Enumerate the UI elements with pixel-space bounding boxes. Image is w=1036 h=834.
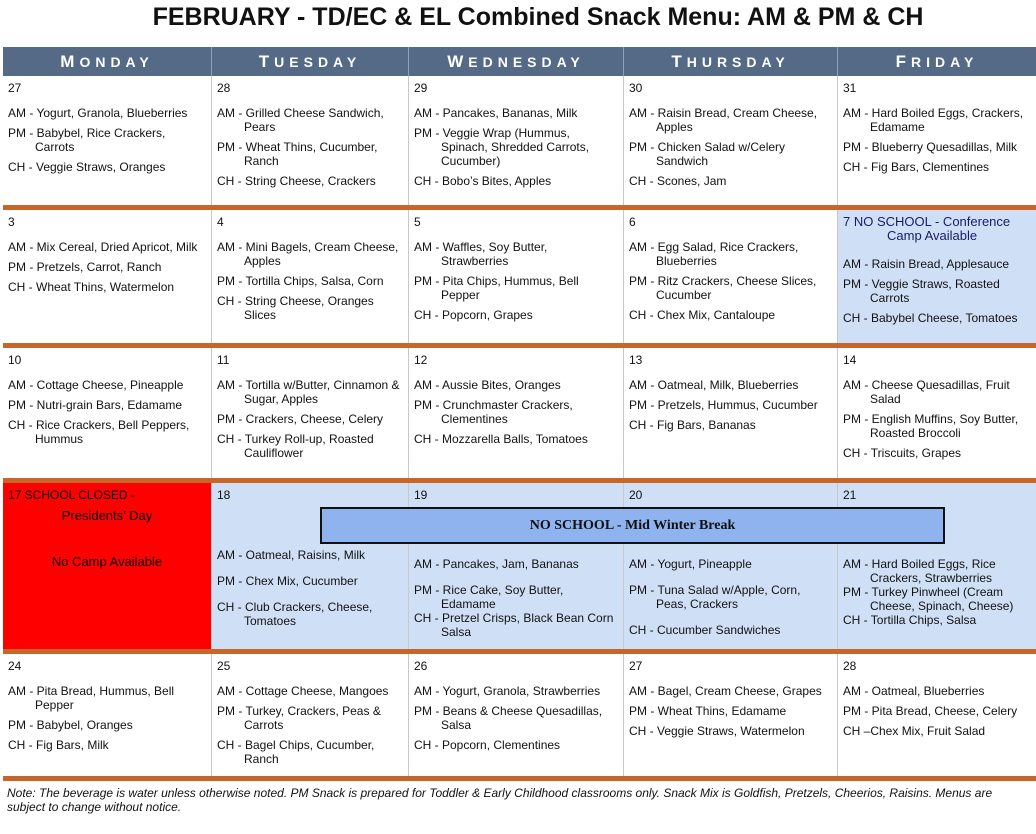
header-tuesday: T UESDAY <box>212 47 409 76</box>
ch-snack: CH - Mozzarella Balls, Tomatoes <box>414 432 588 446</box>
ch-snack: CH - Fig Bars, Milk <box>8 738 109 752</box>
am-snack: AM - Egg Salad, Rice Crackers, Blueberries <box>629 240 799 268</box>
ch-snack: CH - Tortilla Chips, Salsa <box>843 613 977 627</box>
ch-snack: CH - Veggie Straws, Watermelon <box>629 724 805 738</box>
week-row-5 <box>3 654 1036 781</box>
ch-snack: CH - Wheat Thins, Watermelon <box>8 280 175 294</box>
day-cell <box>409 210 624 343</box>
ch-snack: CH - Babybel Cheese, Tomatoes <box>843 311 1018 325</box>
pm-snack: PM - Wheat Thins, Edamame <box>629 704 787 718</box>
day-cell <box>3 654 212 776</box>
pm-snack: PM - English Muffins, Soy Butter, Roasted Broccoli <box>843 412 1019 440</box>
day-cell <box>838 348 1036 478</box>
am-snack: AM - Raisin Bread, Cream Cheese, Apples <box>629 106 818 134</box>
day-number: 5 <box>414 215 421 229</box>
pm-snack: PM - Pita Chips, Hummus, Bell Pepper <box>414 274 579 302</box>
day-number: 11 <box>217 353 230 367</box>
ch-snack: CH - Popcorn, Clementines <box>414 738 561 752</box>
pm-snack: PM - Chex Mix, Cucumber <box>217 574 358 588</box>
closed-label: 17 SCHOOL CLOSED - <box>8 488 135 502</box>
day-cell <box>212 76 409 205</box>
day-number: 12 <box>414 353 428 367</box>
ch-snack: CH - String Cheese, Crackers <box>217 174 376 188</box>
day-cell <box>838 76 1036 205</box>
am-snack: AM - Yogurt, Granola, Strawberries <box>414 684 601 698</box>
day-cell <box>624 210 838 343</box>
ch-snack: CH - Rice Crackers, Bell Peppers, Hummus <box>8 418 190 446</box>
day-cell <box>409 654 624 776</box>
day-number: 31 <box>843 81 857 95</box>
header-friday: F RIDAY <box>895 51 979 71</box>
day-number: 14 <box>843 353 857 367</box>
pm-snack: PM - Turkey Pinwheel (Cream Cheese, Spinach, Cheese) <box>843 585 1014 613</box>
am-snack: AM - Mini Bagels, Cream Cheese, Apples <box>217 240 399 268</box>
day-cell <box>212 348 409 478</box>
ch-snack: CH - Cucumber Sandwiches <box>629 623 781 637</box>
pm-snack: PM - Turkey, Crackers, Peas & Carrots <box>217 704 381 732</box>
pm-snack: PM - Crackers, Cheese, Celery <box>217 412 384 426</box>
am-snack: AM - Bagel, Cream Cheese, Grapes <box>629 684 822 698</box>
ch-snack: CH - Triscuits, Grapes <box>843 446 962 460</box>
day-number: 6 <box>629 215 636 229</box>
pm-snack: PM - Blueberry Quesadillas, Milk <box>843 140 1018 154</box>
pm-snack: PM - Wheat Thins, Cucumber, Ranch <box>217 140 378 168</box>
ch-snack: CH - Chex Mix, Cantaloupe <box>629 308 776 322</box>
pm-snack: PM - Beans & Cheese Quesadillas, Salsa <box>414 704 603 732</box>
camp-available-label: Camp Available <box>887 228 978 243</box>
am-snack: AM - Tortilla w/Butter, Cinnamon & Sugar, Apples <box>217 378 400 406</box>
day-number: 25 <box>217 659 231 673</box>
pm-snack: PM - Pretzels, Hummus, Cucumber <box>629 398 818 412</box>
ch-snack: CH –Chex Mix, Fruit Salad <box>843 724 986 738</box>
day-cell <box>3 210 212 343</box>
am-snack: AM - Pancakes, Bananas, Milk <box>414 106 578 120</box>
day-cell <box>3 348 212 478</box>
am-snack: AM - Oatmeal, Raisins, Milk <box>217 548 366 562</box>
footnote: Note: The beverage is water unless otherwise noted. PM Snack is prepared for Toddler & Early Childhood classrooms only. Snack Mix is Goldfish, Pretzels, Cheerios, Raisins. Menus are subject to change without notice. <box>7 786 993 814</box>
no-school-label: 7 NO SCHOOL - Conference <box>843 214 1011 229</box>
pm-snack: PM - Babybel, Rice Crackers, Carrots <box>8 126 166 154</box>
am-snack: AM - Oatmeal, Blueberries <box>843 684 985 698</box>
week-row-2 <box>3 210 1036 348</box>
day-number: 30 <box>629 81 643 95</box>
menu-calendar <box>3 47 1036 781</box>
ch-snack: CH - Turkey Roll-up, Roasted Cauliflower <box>217 432 374 460</box>
ch-snack: CH - Popcorn, Grapes <box>414 308 533 322</box>
am-snack: AM - Cottage Cheese, Mangoes <box>217 684 389 698</box>
day-number: 27 <box>629 659 643 673</box>
ch-snack: CH - Pretzel Crisps, Black Bean Corn Salsa <box>414 611 614 639</box>
ch-snack: CH - Bagel Chips, Cucumber, Ranch <box>217 738 375 766</box>
pm-snack: PM - Chicken Salad w/Celery Sandwich <box>629 140 786 168</box>
day-cell <box>212 210 409 343</box>
day-number: 26 <box>414 659 428 673</box>
holiday-name: Presidents’ Day <box>61 508 153 523</box>
pm-snack: PM - Pita Bread, Cheese, Celery <box>843 704 1018 718</box>
day-number: 18 <box>217 488 231 502</box>
header-wednesday: W EDNESDAY <box>409 47 624 76</box>
am-snack: AM - Cheese Quesadillas, Fruit Salad <box>843 378 1010 406</box>
school-closed-cell <box>3 483 212 649</box>
pm-snack: PM - Rice Cake, Soy Butter, Edamame <box>414 583 564 611</box>
day-cell <box>409 348 624 478</box>
ch-snack: CH - Scones, Jam <box>629 174 727 188</box>
day-number: 10 <box>8 353 22 367</box>
am-snack: AM - Raisin Bread, Applesauce <box>843 257 1010 271</box>
pm-snack: PM - Babybel, Oranges <box>8 718 133 732</box>
day-number: 19 <box>414 488 428 502</box>
ch-snack: CH - Fig Bars, Bananas <box>629 418 756 432</box>
page-title: FEBRUARY - TD/EC & EL Combined Snack Menu: AM & PM & CH <box>152 3 924 31</box>
day-cell <box>3 76 212 205</box>
am-snack: AM - Pita Bread, Hummus, Bell Pepper <box>8 684 175 712</box>
day-number: 29 <box>414 81 428 95</box>
day-number: 24 <box>8 659 22 673</box>
day-number: 28 <box>217 81 231 95</box>
week-row-1 <box>3 76 1036 210</box>
pm-snack: PM - Pretzels, Carrot, Ranch <box>8 260 162 274</box>
am-snack: AM - Waffles, Soy Butter, Strawberries <box>414 240 548 268</box>
no-camp-label: No Camp Available <box>51 554 163 569</box>
ch-snack: CH - Veggie Straws, Oranges <box>8 160 166 174</box>
winter-break-banner: NO SCHOOL - Mid Winter Break <box>320 507 945 544</box>
pm-snack: PM - Tuna Salad w/Apple, Corn, Peas, Crackers <box>629 583 801 611</box>
pm-snack: PM - Veggie Straws, Roasted Carrots <box>843 277 1000 305</box>
am-snack: AM - Aussie Bites, Oranges <box>414 378 561 392</box>
header-thursday: T HURSDAY <box>624 47 838 76</box>
day-cell <box>624 348 838 478</box>
ch-snack: CH - Club Crackers, Cheese, Tomatoes <box>217 600 373 628</box>
pm-snack: PM - Crunchmaster Crackers, Clementines <box>414 398 573 426</box>
header-monday: M ONDAY <box>3 47 212 76</box>
pm-snack: PM - Tortilla Chips, Salsa, Corn <box>217 274 384 288</box>
pm-snack: PM - Nutri-grain Bars, Edamame <box>8 398 183 412</box>
no-school-day-cell <box>838 210 1036 343</box>
day-number: 3 <box>8 215 15 229</box>
day-number: 28 <box>843 659 857 673</box>
am-snack: AM - Oatmeal, Milk, Blueberries <box>629 378 799 392</box>
am-snack: AM - Grilled Cheese Sandwich, Pears <box>217 106 384 134</box>
am-snack: AM - Yogurt, Pineapple <box>629 557 752 571</box>
ch-snack: CH - Bobo’s Bites, Apples <box>414 174 552 188</box>
am-snack: AM - Hard Boiled Eggs, Rice Crackers, Strawberries <box>843 557 996 585</box>
am-snack: AM - Hard Boiled Eggs, Crackers, Edamame <box>843 106 1024 134</box>
ch-snack: CH - String Cheese, Oranges Slices <box>217 294 374 322</box>
day-number: 13 <box>629 353 643 367</box>
day-cell <box>409 76 624 205</box>
week-row-3 <box>3 348 1036 483</box>
day-cell <box>838 654 1036 776</box>
am-snack: AM - Yogurt, Granola, Blueberries <box>8 106 188 120</box>
day-cell <box>212 654 409 776</box>
day-number: 21 <box>843 488 857 502</box>
weekday-header-row <box>3 47 1036 76</box>
am-snack: AM - Pancakes, Jam, Bananas <box>414 557 579 571</box>
am-snack: AM - Cottage Cheese, Pineapple <box>8 378 184 392</box>
ch-snack: CH - Fig Bars, Clementines <box>843 160 990 174</box>
day-number: 20 <box>629 488 643 502</box>
day-number: 27 <box>8 81 22 95</box>
day-cell <box>624 76 838 205</box>
day-number: 4 <box>217 215 224 229</box>
am-snack: AM - Mix Cereal, Dried Apricot, Milk <box>8 240 198 254</box>
pm-snack: PM - Veggie Wrap (Hummus, Spinach, Shredded Carrots, Cucumber) <box>414 126 590 168</box>
day-cell <box>624 654 838 776</box>
pm-snack: PM - Ritz Crackers, Cheese Slices, Cucumber <box>629 274 817 302</box>
